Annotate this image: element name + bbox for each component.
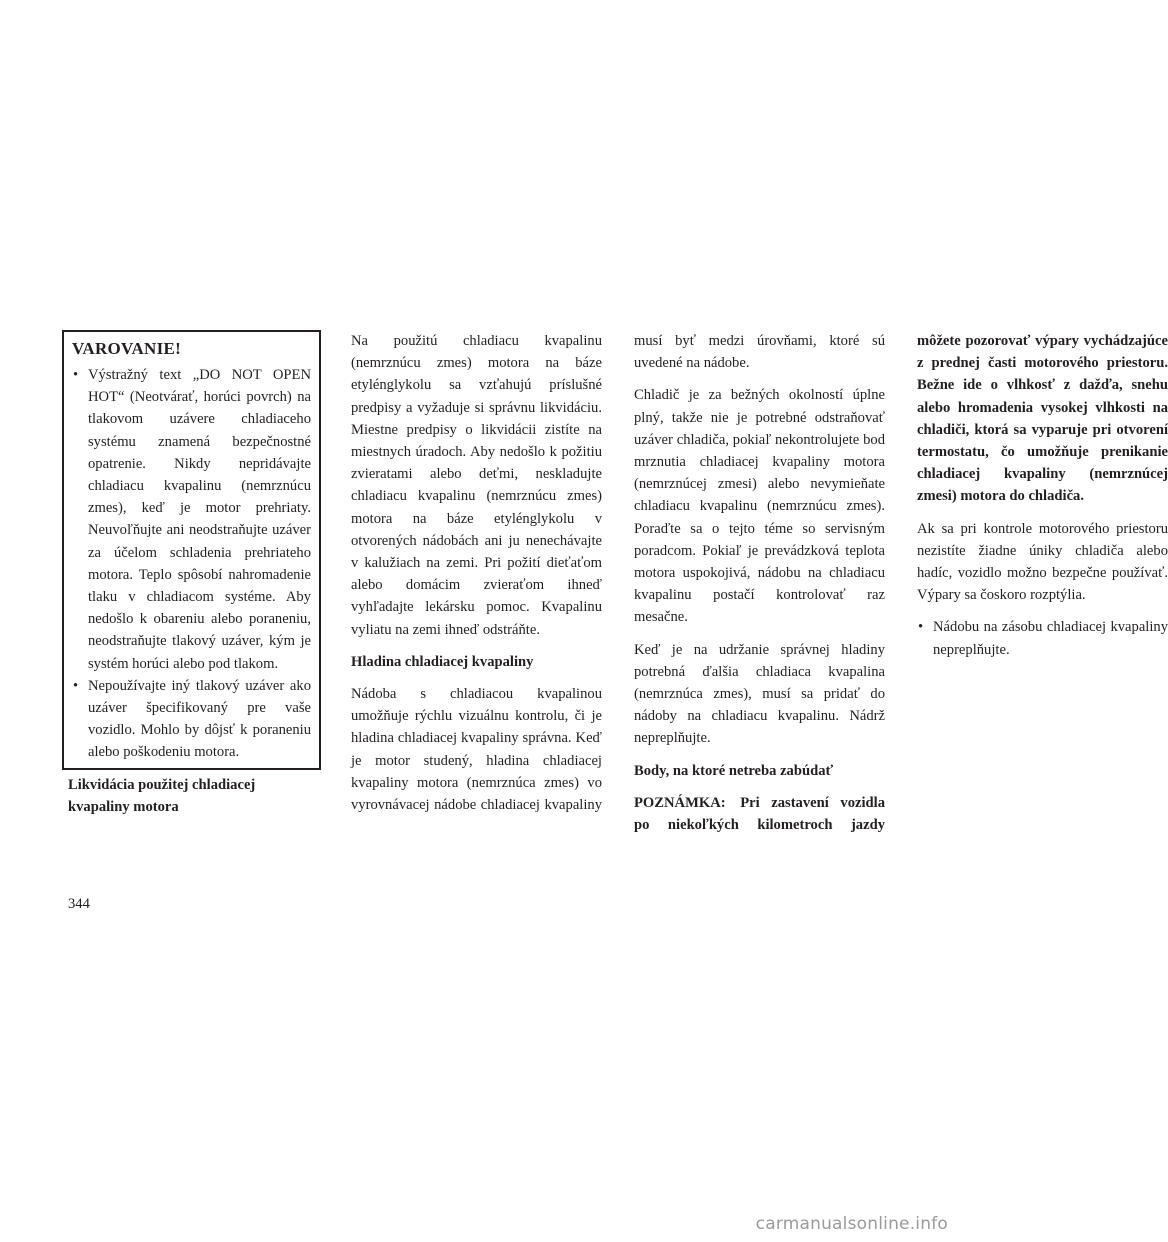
note-text: Pri zastavení vozidla po niekoľkých kilometroch jazdy môžete pozorovať výpary vychádzajúce z prednej časti motorového priestoru. Bežne ide o vlhkosť z dažďa, snehu alebo hromadenia vysokej vlhkosti na chladiči, ktorá sa vyparuje pri otvorení termostatu, čo umožňuje prenikanie chladiacej kvapaliny (nemrznúcej zmesi) motora do chladiča.: [634, 333, 1168, 834]
section-heading-level: Hladina chladiacej kvapaliny: [351, 653, 534, 670]
warning-item: • Výstražný text „DO NOT OPEN HOT“ (Neotvárať, horúci povrch) na tlakovom uzávere chladiaceho systému znamená bezpečnostné opatrenie. Nikdy nepridávajte chladiacu kvapalinu (nemrznúcu zmes), keď je motor prehriaty. Neuvoľňujte ani neodstraňujte uzáver za účelom schladenia prehriateho motora. Teplo spôsobí nahromadenie tlaku v chladiacom systéme. Aby nedošlo k obareniu alebo poraneniu, neodstraňujte tlakový uzáver, kým je systém horúci alebo pod tlakom.: [72, 364, 311, 675]
points-list: [917, 616, 1168, 660]
paragraph-disposal: Na použitú chladiacu kvapalinu (nemrznúcu zmes) motora na báze etylénglykolu sa vzťahujú príslušné predpisy a vyžaduje si správnu likvidáciu. Miestne predpisy o likvidácii zistíte na miestnych úradoch. Aby nedošlo k požitiu zvieratami alebo deťmi, neskladujte chladiacu kvapalinu (nemrznúcu zmes) motora na báze etylénglykolu v otvorených nádobách ani ju nenechávajte v kalužiach na zemi. Pri požití dieťaťom alebo domácim zvieraťom ihneď vyhľadajte lekársku pomoc. Kvapalinu vyliatu na zemi ihneď odstráňte.: [351, 333, 602, 638]
section-heading-disposal: Likvidácia použitej chladiacej kvapaliny motora: [68, 776, 256, 815]
warning-item: • Nepoužívajte iný tlakový uzáver ako uzáver špecifikovaný pre vaše vozidlo. Mohlo by dôjsť k poraneniu alebo poškodeniu motora.: [72, 675, 311, 764]
warning-title: VAROVANIE!: [72, 339, 182, 358]
article-body: [68, 330, 1168, 850]
page-number: 344: [68, 896, 90, 912]
watermark: carmanualsonline.info: [755, 1214, 948, 1234]
points-item: • Nádobu na zásobu chladiacej kvapaliny nepreplňujte.: [917, 616, 1168, 660]
note-label: POZNÁMKA:: [634, 794, 726, 811]
paragraph-level-1: Nádoba s chladiacou kvapalinou umožňuje rýchlu vizuálnu kontrolu, či je hladina chladiacej kvapaliny správna. Keď je motor studený, hladina chladiacej kvapaliny motora (nemrznúca zmes) vo vyrovnávacej nádobe chladiacej kvapaliny musí byť medzi úrovňami, ktoré sú uvedené na nádobe.: [351, 333, 885, 814]
paragraph-level-3: Keď je na udržanie správnej hladiny potrebná ďalšia chladiaca kvapalina (nemrznúca zmes), musí sa pridať do nádoby na chladiacu kvapalinu. Nádrž nepreplňujte.: [634, 641, 885, 747]
warning-box: [62, 330, 321, 770]
paragraph-level-2: Chladič je za bežných okolností úplne plný, takže nie je potrebné odstraňovať uzáver chladiča, pokiaľ nekontrolujete bod mrznutia chladiacej kvapaliny motora (nemrznúcej zmesi) alebo nevymieňate chladiacu kvapalinu (nemrznúcu zmes). Poraďte sa o tejto téme so servisným poradcom. Pokiaľ je prevádzková teplota motora uspokojivá, nádobu na chladiacu kvapalinu postačí kontrolovať raz mesačne.: [634, 387, 885, 626]
warning-list: [72, 364, 311, 764]
section-heading-points: Body, na ktoré netreba zabúdať: [634, 762, 834, 779]
paragraph-points: Ak sa pri kontrole motorového priestoru nezistíte žiadne úniky chladiča alebo hadíc, vozidlo možno bezpečne používať. Výpary sa čoskoro rozptýlia.: [917, 520, 1168, 604]
